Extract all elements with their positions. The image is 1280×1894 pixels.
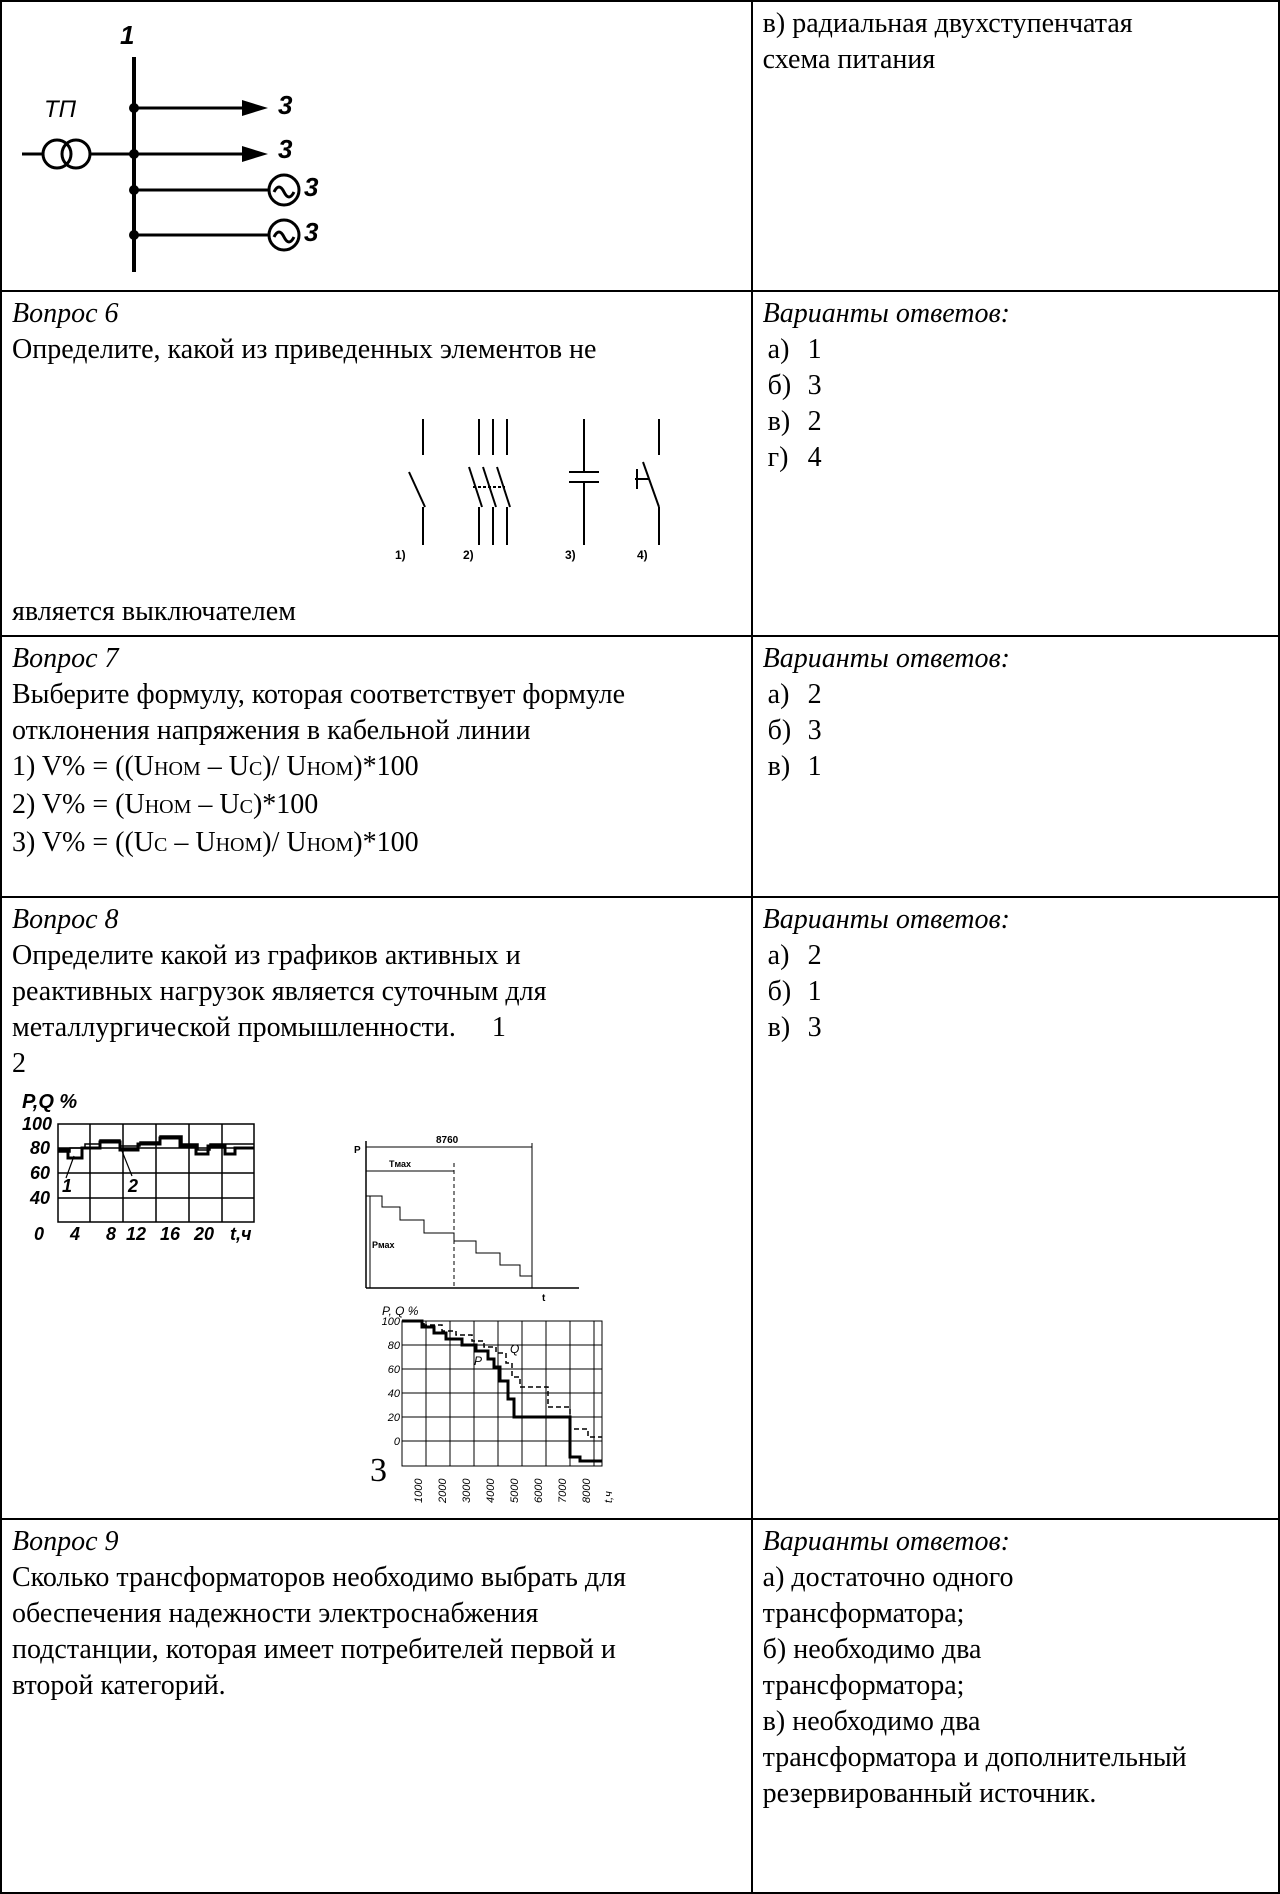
graph-2-top-label: 8760 (436, 1135, 459, 1146)
radial-scheme-diagram (2, 2, 402, 292)
answers-7-cell (752, 636, 1279, 897)
element-label-4: 4) (637, 548, 648, 562)
graph-1-xtick: 4 (70, 1224, 81, 1244)
graph-1-ylabel: P,Q % (22, 1091, 78, 1113)
graph-1-daily-load (20, 1088, 280, 1248)
switch-elements-diagram (387, 417, 687, 567)
question-text: Определите какой из графиков активных и (12, 940, 521, 971)
graph-2-xlabel: t (542, 1293, 546, 1303)
answers-title: Варианты ответов: (762, 1526, 1010, 1557)
question-title: Вопрос 9 (12, 1526, 119, 1557)
answer-option: в) 3 (767, 1012, 822, 1043)
question-text: Выберите формулу, которая соответствует формуле (12, 679, 625, 710)
graph-3-xtick: 3000 (461, 1478, 473, 1503)
answer-option: в) 1 (767, 751, 822, 782)
graph-number-2: 2 (12, 1048, 26, 1079)
graph-3-ytick: 80 (387, 1340, 400, 1352)
answer-text: в) радиальная двухступенчатая (762, 8, 1133, 39)
graph-3-curve-p: P (474, 1354, 483, 1368)
graph-3-xtick: 2000 (437, 1478, 449, 1503)
tp-label: ТП (44, 96, 77, 123)
answer-line: трансформатора и дополнительный (762, 1742, 1187, 1773)
graph-1-ytick: 80 (30, 1138, 51, 1158)
graph-2-annual-duration (354, 1133, 584, 1303)
element-label-1: 1) (395, 548, 406, 562)
graph-3-xtick: 8000 (581, 1478, 593, 1503)
answer-cell (752, 1, 1279, 291)
answers-title: Варианты ответов: (762, 904, 1010, 935)
answer-line: в) необходимо два (762, 1706, 981, 1737)
graph-number-3: 3 (370, 1452, 387, 1489)
row-question-8 (1, 897, 1279, 1519)
graph-1-ytick: 60 (30, 1163, 51, 1183)
graph-2-tmax-label: Tмах (389, 1159, 412, 1169)
graph-3-annual-load (362, 1303, 622, 1513)
answer-line: б) необходимо два (762, 1634, 982, 1665)
question-6-cell (1, 291, 752, 636)
graph-2-pmax-label: Pмах (372, 1240, 395, 1250)
graph-1-xtick: 0 (34, 1224, 45, 1244)
scheme-cell (1, 1, 752, 291)
question-text: реактивных нагрузок является суточным для (12, 976, 547, 1007)
graph-3-curve-q: Q (510, 1342, 520, 1356)
answers-9-cell (752, 1519, 1279, 1893)
graph-1-curve-2: 2 (128, 1176, 139, 1196)
answer-line: трансформатора; (762, 1598, 965, 1629)
graph-3-ytick: 60 (387, 1364, 400, 1376)
formula-3: 3) V% = ((UС – UНОМ)/ UНОМ)*100 (12, 827, 419, 858)
answer-line: а) достаточно одного (762, 1562, 1014, 1593)
load-label: 3 (278, 134, 293, 164)
element-label-3: 3) (565, 548, 576, 562)
row-question-9 (1, 1519, 1279, 1893)
generator-label: 3 (304, 217, 319, 247)
answer-option: в) 2 (767, 406, 822, 437)
question-text: металлургической промышленности. 1 (12, 1012, 506, 1043)
row-scheme (1, 1, 1279, 291)
graph-1-ytick: 40 (30, 1188, 51, 1208)
graph-3-ylabel: P, Q % (382, 1304, 419, 1318)
question-text: подстанции, которая имеет потребителей первой и (12, 1634, 616, 1665)
question-text-end: является выключателем (12, 596, 296, 627)
question-text: отклонения напряжения в кабельной линии (12, 715, 531, 746)
graph-1-xtick: 8 (106, 1224, 117, 1244)
answer-line: резервированный источник. (762, 1778, 1097, 1809)
graph-3-xunit: t,ч (603, 1491, 615, 1503)
answer-option: а) 1 (767, 334, 822, 365)
load-label: 3 (278, 90, 293, 120)
graph-3-xtick: 1000 (413, 1478, 425, 1503)
graph-1-xunit: t,ч (230, 1224, 252, 1244)
bus-label: 1 (120, 20, 135, 50)
answers-8-cell (752, 897, 1279, 1519)
graph-3-ytick: 40 (387, 1388, 400, 1400)
graph-3-xtick: 6000 (533, 1478, 545, 1503)
question-text: Сколько трансформаторов необходимо выбрать для (12, 1562, 626, 1593)
answer-text: схема питания (762, 44, 936, 75)
answer-line: трансформатора; (762, 1670, 965, 1701)
answer-option: б) 1 (767, 976, 822, 1007)
question-7-cell (1, 636, 752, 897)
answers-6-cell (752, 291, 1279, 636)
graph-2-ylabel: P (354, 1145, 361, 1156)
question-text: второй категорий. (12, 1670, 226, 1701)
answers-title: Варианты ответов: (762, 643, 1010, 674)
row-question-6 (1, 291, 1279, 636)
graph-3-xtick: 7000 (557, 1478, 569, 1503)
row-question-7 (1, 636, 1279, 897)
question-text: обеспечения надежности электроснабжения (12, 1598, 539, 1629)
answer-option: б) 3 (767, 715, 822, 746)
answer-option: а) 2 (767, 679, 822, 710)
answer-option: б) 3 (767, 370, 822, 401)
question-8-cell (1, 897, 752, 1519)
graph-3-xtick: 5000 (509, 1478, 521, 1503)
graph-3-ytick: 0 (393, 1436, 400, 1448)
graph-3-ytick: 100 (381, 1316, 400, 1328)
graph-1-curve-1: 1 (62, 1176, 73, 1196)
question-text: Определите, какой из приведенных элементов не (12, 334, 597, 365)
formula-2: 2) V% = (UНОМ – UС)*100 (12, 789, 319, 820)
graph-1-ytick: 100 (22, 1114, 53, 1134)
question-9-cell (1, 1519, 752, 1893)
graph-1-xtick: 16 (160, 1224, 181, 1244)
question-title: Вопрос 7 (12, 643, 119, 674)
answer-option: а) 2 (767, 940, 822, 971)
graph-number-1: 1 (491, 1012, 506, 1043)
graph-3-ytick: 20 (387, 1412, 400, 1424)
answers-title: Варианты ответов: (762, 298, 1010, 329)
question-title: Вопрос 6 (12, 298, 119, 329)
formula-1: 1) V% = ((UНОМ – UС)/ UНОМ)*100 (12, 751, 419, 782)
question-title: Вопрос 8 (12, 904, 119, 935)
element-label-2: 2) (463, 548, 474, 562)
graph-1-xtick: 12 (126, 1224, 147, 1244)
generator-label: 3 (304, 172, 319, 202)
answer-option: г) 4 (767, 442, 822, 473)
graph-1-xtick: 20 (194, 1224, 215, 1244)
graph-3-xtick: 4000 (485, 1478, 497, 1503)
